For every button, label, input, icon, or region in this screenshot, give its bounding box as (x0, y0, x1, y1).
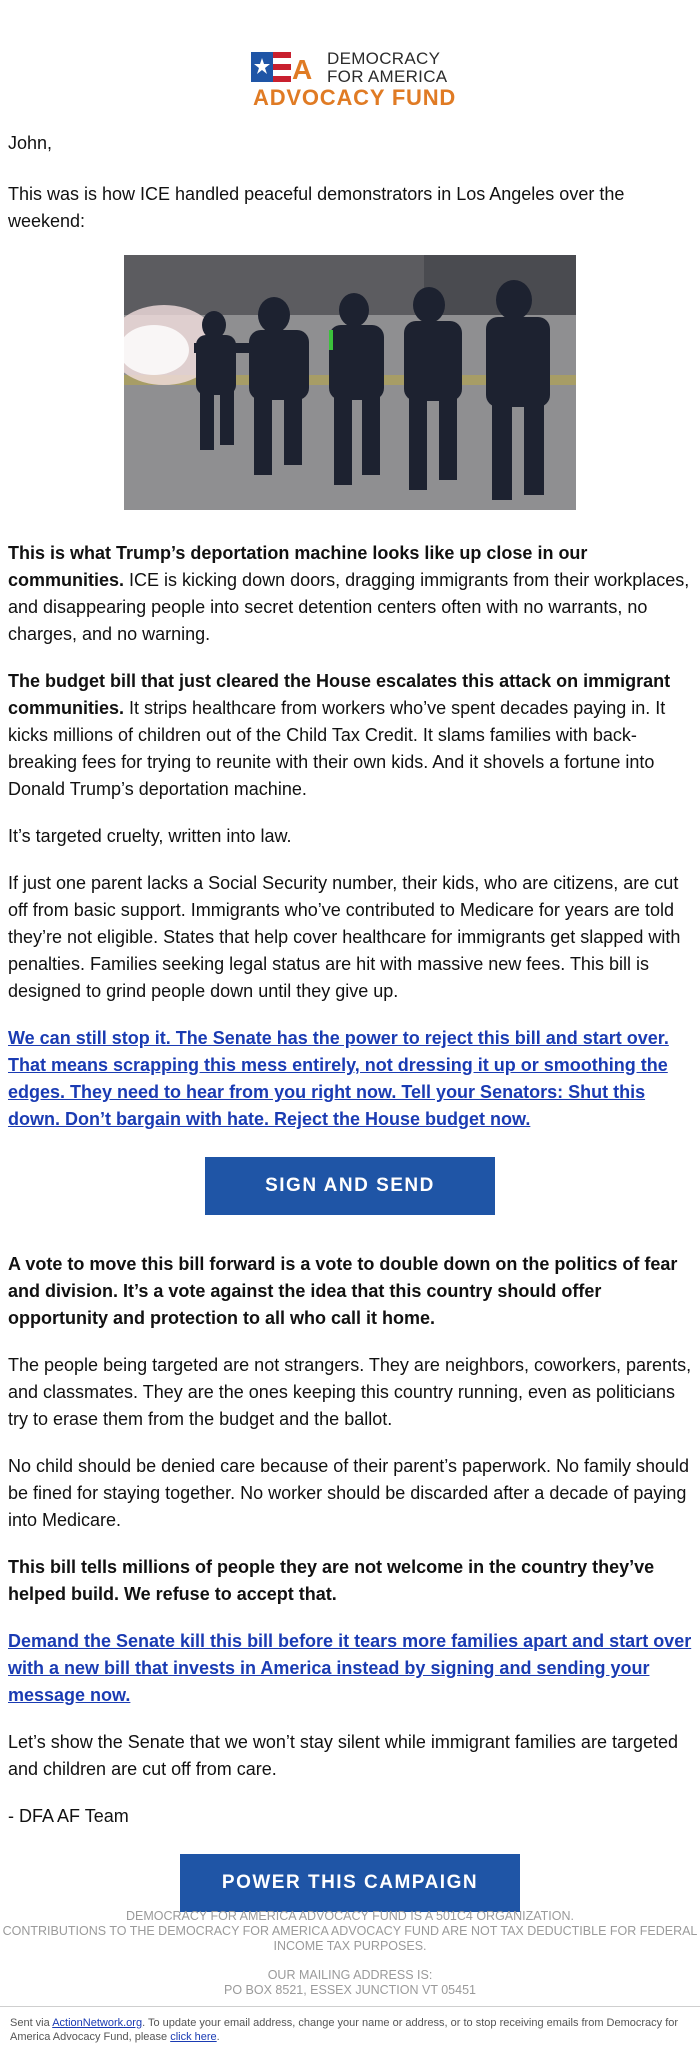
paragraph-parent: If just one parent lacks a Social Security number, their kids, who are citizens, are cut off from basic support. Immigrants who’ve contributed to Medicare for years are told they’re not eligible. States that help cover healthcare for immigrants get slapped with penalties. Families seeking legal status are hit with massive new fees. This bill is designed to grind people down until they give up. (8, 873, 681, 1001)
sent-via-prefix: Sent via (10, 2017, 53, 2029)
paragraph-machine (8, 540, 692, 648)
sent-via-notice (10, 2016, 690, 2044)
power-this-campaign-button[interactable]: POWER THIS CAMPAIGN (180, 1854, 520, 1912)
paragraph-vote (8, 1251, 692, 1332)
paragraph-demand-link (8, 1628, 692, 1709)
footer-line-mailing-label: OUR MAILING ADDRESS IS: (267, 1968, 433, 1982)
footer-line-address: PO BOX 8521, ESSEX JUNCTION VT 05451 (224, 1983, 476, 1997)
paragraph-show-senate: Let’s show the Senate that we won’t stay silent while immigrant families are targeted and children are cut off from care. (8, 1732, 678, 1779)
greeting: John, (8, 133, 53, 153)
paragraph-machine-rest: ICE is kicking down doors, dragging immigrants from their workplaces, and disappearing people into secret detention centers often with no warrants, no charges, and no warning. (8, 570, 690, 644)
svg-text:A: A (292, 54, 313, 85)
paragraph-no-child: No child should be denied care because of their parent’s paperwork. No family should be fined for staying together. No worker should be discarded after a decade of paying into Medicare. (8, 1456, 690, 1530)
paragraph-budget-rest: It strips healthcare from workers who’ve spent decades paying in. It kicks millions of children out of the Child Tax Credit. It slams families with back-breaking fees for trying to reunite with their own kids. And it shovels a fortune into Donald Trump’s deportation machine. (8, 698, 666, 799)
star-flag-icon (251, 48, 313, 86)
paragraph-cruelty: It’s targeted cruelty, written into law. (8, 826, 292, 846)
footer-legal (0, 1909, 700, 1998)
logo-text-line2: FOR AMERICA (327, 67, 448, 86)
footer-line-501c4: DEMOCRACY FOR AMERICA ADVOCACY FUND IS A 501C4 ORGANIZATION. (125, 1909, 575, 1923)
logo-text-line3: ADVOCACY FUND (253, 85, 457, 110)
sent-via-suffix: . (216, 2031, 220, 2043)
demand-senate-link[interactable]: Demand the Senate kill this bill before it tears more families apart and start over with a new bill that invests in America instead by signing and sending your message now. (8, 1631, 692, 1705)
email-body (8, 130, 692, 1948)
paragraph-budget (8, 668, 692, 803)
paragraph-budget-bold: The budget bill that just cleared the House escalates this attack on immigrant communities. (8, 671, 671, 718)
dfa-logo[interactable] (251, 48, 457, 110)
sign-button-wrap (8, 1157, 692, 1215)
paragraph-vote-bold: A vote to move this bill forward is a vote to double down on the politics of fear and division. It’s a vote against the idea that this country should offer opportunity and protection to all who call it home. (8, 1254, 678, 1328)
signoff: - DFA AF Team (8, 1806, 129, 1826)
actionnetwork-link[interactable]: ActionNetwork.org (52, 2017, 143, 2029)
logo-text-line1: DEMOCRACY (327, 49, 441, 68)
senate-action-link[interactable]: We can still stop it. The Senate has the power to reject this bill and start over. That means scrapping this mess entirely, not dressing it up or smoothing the edges. They need to hear from you right now. Tell your Senators: Shut this down. Don’t bargain with hate. Reject the House budget now. (8, 1028, 669, 1129)
click-here-link[interactable]: click here (170, 2031, 217, 2043)
sent-via-middle: . To update your email address, change your name or address, or to stop receiving emails from Democracy for America Advocacy Fund, please (10, 2017, 679, 2043)
paragraph-refuse (8, 1554, 692, 1608)
paragraph-refuse-bold: This bill tells millions of people they are not welcome in the country they’ve helped build. We refuse to accept that. (8, 1557, 655, 1604)
paragraph-stop-link (8, 1025, 692, 1133)
police-line-photo (124, 255, 576, 510)
footer-divider (0, 2006, 700, 2007)
photo-container (8, 255, 692, 518)
paragraph-neighbors: The people being targeted are not strangers. They are neighbors, coworkers, parents, and classmates. They are the ones keeping this country running, even as politicians try to erase them from the budget and the ballot. (8, 1355, 692, 1429)
photo-illustration (124, 255, 576, 510)
paragraph-machine-bold: This is what Trump’s deportation machine looks like up close in our communities. (8, 543, 588, 590)
sign-and-send-button[interactable]: SIGN AND SEND (205, 1157, 495, 1215)
power-button-wrap (8, 1854, 692, 1912)
intro-paragraph: This was is how ICE handled peaceful demonstrators in Los Angeles over the weekend: (8, 184, 625, 231)
footer-line-tax: CONTRIBUTIONS TO THE DEMOCRACY FOR AMERICA ADVOCACY FUND ARE NOT TAX DEDUCTIBLE FOR FEDERAL INCOME TAX PURPOSES. (2, 1924, 698, 1953)
